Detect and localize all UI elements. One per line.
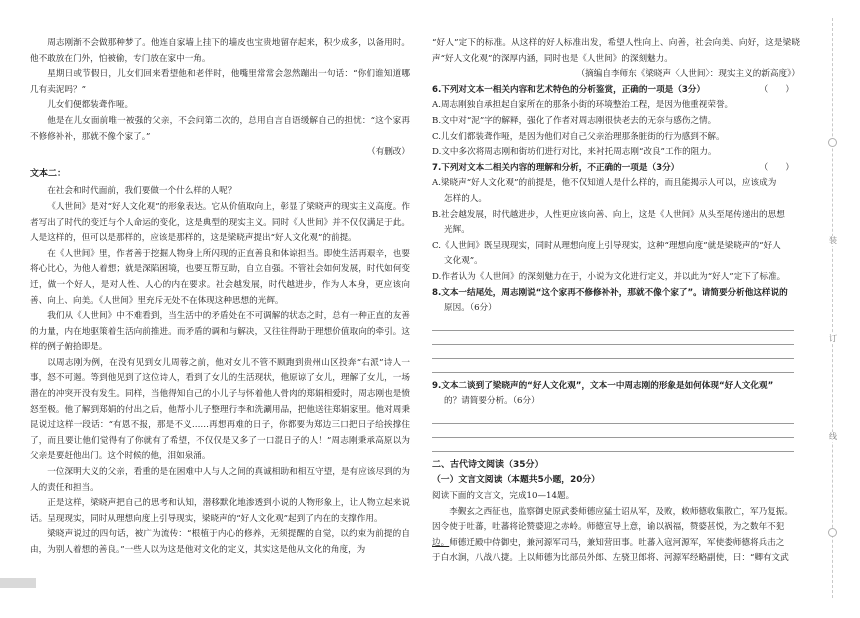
- option-7c-cont: 文化观”。: [444, 256, 483, 267]
- underlined-sentence: 边。: [432, 537, 450, 548]
- text2-paragraph: 在《人世间》里，作者善于挖掘人物身上所闪现的正直善良和体谅担当。即使生活再艰辛，也要将心比心，为他人着想；就是深陷困境，也要互帮互助，自立自强。不管社会如何发展，时代如何变迁，做一个好人，是对人性、人心的内在要求。社会越发展，时代越进步，作为人本身，更应该向善、向上、向美。《人世间》里充斥无处不在体现这种思想的光辉。: [30, 248, 410, 306]
- binding-hole-icon: [828, 528, 837, 537]
- section-2-title: 二、古代诗文阅读（35分）: [432, 459, 544, 470]
- right-column: [432, 36, 800, 567]
- text1-paragraph: 他是在儿女面前唯一被强的父亲，不会问第二次的，总用自言自语缓解自己的担忧：“这个家再不修修补补，那就不像个家了。”: [30, 115, 410, 142]
- answer-paren[interactable]: （ ）: [759, 84, 794, 95]
- option-7b-cont: 光辉。: [444, 225, 470, 236]
- text2-paragraph: 以周志刚为例，在没有见到女儿周蓉之前，他对女儿不管不顾跑到贵州山区投奔“右派”诗人一事，怒不可遏。等到他见到了这位诗人，看到了女儿的生活现状，他原谅了女儿，理解了女儿，一场潜在的冲突开没有发生。同样，当他得知自己的小儿子与怀着他人骨肉的郑娟相爱时，周志刚也是愤怒至极。他了解到郑娟的付出之后，他帮小儿子整理行李和洗涮用品，把他送往郑娟家里。他对周秉昆说过这样一段话：“有恩不报，那是不义……再想再难的日子，你都要为郑边三口把日子给挨撑住了，而且要让他们觉得有了你就有了希望，不仅仅是又多了一口混日子的人！”周志刚秉承高原以为父亲是要赶他出门。这个时候的他，泪如泉涌。: [30, 357, 410, 462]
- page-corner-bar: [0, 578, 36, 588]
- answer-paren[interactable]: （ ）: [759, 162, 794, 173]
- binding-margin: [818, 0, 848, 618]
- question-7-stem: 7.下列对文本二相关内容的理解和分析，不正确的一项是（3分）: [432, 162, 680, 173]
- question-8-stem-cont: 原因。（6分）: [444, 303, 497, 314]
- option-7c: C.《人世间》既呈现现实，同时从理想向度上引导现实，这种“理想向度”就是梁晓声的“好人: [432, 240, 781, 251]
- option-6c: C.儿女们都装聋作哑，是因为他们对自己父亲治理那条脏街的行为感到不解。: [432, 131, 725, 142]
- left-column: [30, 36, 410, 559]
- binding-char: 线: [829, 432, 837, 441]
- source-note: （有删改）: [367, 147, 410, 158]
- binding-dashed-line: [832, 18, 833, 598]
- answer-line[interactable]: [432, 359, 794, 373]
- binding-char: 订: [829, 334, 837, 343]
- text2-paragraph: 《人世间》是对“好人文化观”的形象表达。它从价值取向上，彰显了梁晓声的现实主义高度。作者写出了时代的变迁与个人命运的变化，这是典型的现实主义。同时《人世间》并不仅仅满足于此。人是这样的，但可以是那样的，应该是那样的，这是梁晓声提出“好人文化观”的前提。: [30, 201, 410, 244]
- text1-paragraph: 周志刚渐不会做那种梦了。他连自家墙上挂下的墙皮也宝贵地留存起来，积少成多，以备用时。他不敢放在门外，怕被偷，专门放在家中一角。: [30, 38, 410, 64]
- text2-paragraph: 我们从《人世间》中不难看到，当生活中的矛盾处在不可调解的状态之时，总有一种正直的友善的力量，内在地驱策着生活向前推进。而矛盾的调和与解决，又往往得助于理想价值取向的牵引。这样的例子俯拾即是。: [30, 311, 410, 353]
- answer-area-8[interactable]: [432, 317, 800, 373]
- option-6a: A.周志刚独自承担起自家所在的那条小街的环境整治工程，是因为他重视荣誉。: [432, 100, 734, 111]
- question-6: [432, 83, 800, 99]
- option-7b: B.社会越发展，时代越进步，人性更应该向善、向上，这是《人世间》从头至尾传递出的思想: [432, 209, 785, 220]
- binding-hole-icon: [828, 138, 837, 147]
- option-7d: D.作者认为《人世间》的深刻魅力在于，小说为文化进行定义，并以此为“好人”定下了标准。: [432, 271, 786, 282]
- section-2a-instruction: 阅读下面的文言文，完成10—14题。: [432, 491, 575, 502]
- binding-char: 装: [829, 236, 837, 245]
- answer-line[interactable]: [432, 438, 794, 452]
- text2-paragraph: 在社会和时代面前，我们要做一个什么样的人呢？: [47, 186, 237, 197]
- option-7a: A.梁晓声“好人文化观”的前提是，他不仅知道人是什么样的，而且能揭示人可以，应该成为: [432, 178, 777, 189]
- question-9-stem-cont: 的？请简要分析。（6分）: [444, 396, 540, 407]
- answer-line[interactable]: [432, 331, 794, 345]
- section-2a-title: （一）文言文阅读（本题共5小题，20分）: [432, 475, 600, 486]
- text2-paragraph: 一位深明大义的父亲，看重的是在困难中人与人之间的真诚相助和相互守望，是有应该尽到的为人的责任和担当。: [30, 467, 410, 493]
- classical-text-line: 因令使于吐蕃，吐蕃将论赞婆迎之赤岭。师德宣导上意，谕以祸福，赞婆甚悦，为之数年不犯: [432, 522, 785, 533]
- question-9-stem: 9.文本二谈到了梁晓声的“好人文化观”，文本一中周志刚的形象是如何体现“好人文化观”: [432, 380, 774, 391]
- question-8-stem: 8.文本一结尾处，周志刚说“这个家再不修修补补，那就不像个家了”。请简要分析他这样说的: [432, 287, 788, 298]
- option-7a-cont: 怎样的人。: [444, 193, 487, 204]
- classical-text-line: 李觐玄之西征也，监察御史原武娄师德应猛士诏从军，及败，敕师德收集散亡，军乃复振。: [449, 506, 793, 517]
- option-6d: D.文中多次将周志刚和街坊们进行对比，来衬托周志刚“改良”工作的阻力。: [432, 147, 717, 158]
- answer-line[interactable]: [432, 410, 794, 424]
- text2-title: 文本二：: [30, 168, 67, 179]
- source-note: （摘编自李师东《梁晓声〈人世间〉：现实主义的新高度》）: [576, 69, 800, 80]
- answer-line[interactable]: [432, 317, 794, 331]
- text1-paragraph: 儿女们便都装聋作哑。: [47, 100, 134, 111]
- text1-paragraph: 星期日或节假日，儿女们回来看望他和老伴时，他嘴里常常会忽然蹦出一句话：“你们谁知道哪几有卖泥吗？”: [30, 69, 410, 95]
- text2-paragraph: 梁晓声说过的四句话，被广为流传：“根植于内心的修养，无须提醒的自觉，以约束为前提的自由，为别人着想的善良。”一些人以为这是他对文化的定义，其实这是他从文化的角度，为: [30, 529, 410, 555]
- text2-paragraph-continued: “好人”定下的标准。从这样的好人标准出发，希望人性向上、向善，社会向美、向好，这是梁晓声“好人文化观”的深厚内涵，同时也是《人世间》的深刻魅力。: [432, 38, 800, 64]
- answer-line[interactable]: [432, 424, 794, 438]
- text2-paragraph: 正是这样，梁晓声把自己的思考和认知，潜移默化地渗透到小说的人物形象上，让人物立起来说话。呈现现实，同时从理想向度上引导现实，梁晓声的“好人文化观”起到了内在的支撑作用。: [30, 498, 410, 524]
- option-6b: B.文中对“泥”字的解释，强化了作者对周志刚很快老去的无奈与感伤之情。: [432, 115, 717, 126]
- classical-text-line: [432, 536, 800, 552]
- question-6-stem: 6.下列对文本一相关内容和艺术特色的分析鉴赏，正确的一项是（3分）: [432, 84, 706, 95]
- classical-text-line: 于白水涧，八战八捷。上以师德为比部员外郎、左骁卫郎将、河源军经略副使，曰：“卿有文武: [432, 553, 789, 564]
- question-7: [432, 161, 800, 177]
- answer-area-9[interactable]: [432, 410, 800, 452]
- classical-text-segment: 师德迁殿中侍御史，兼河源军司马，兼知营田事。吐蕃入寇河源军，军使娄师德将兵击之: [449, 537, 785, 548]
- answer-line[interactable]: [432, 345, 794, 359]
